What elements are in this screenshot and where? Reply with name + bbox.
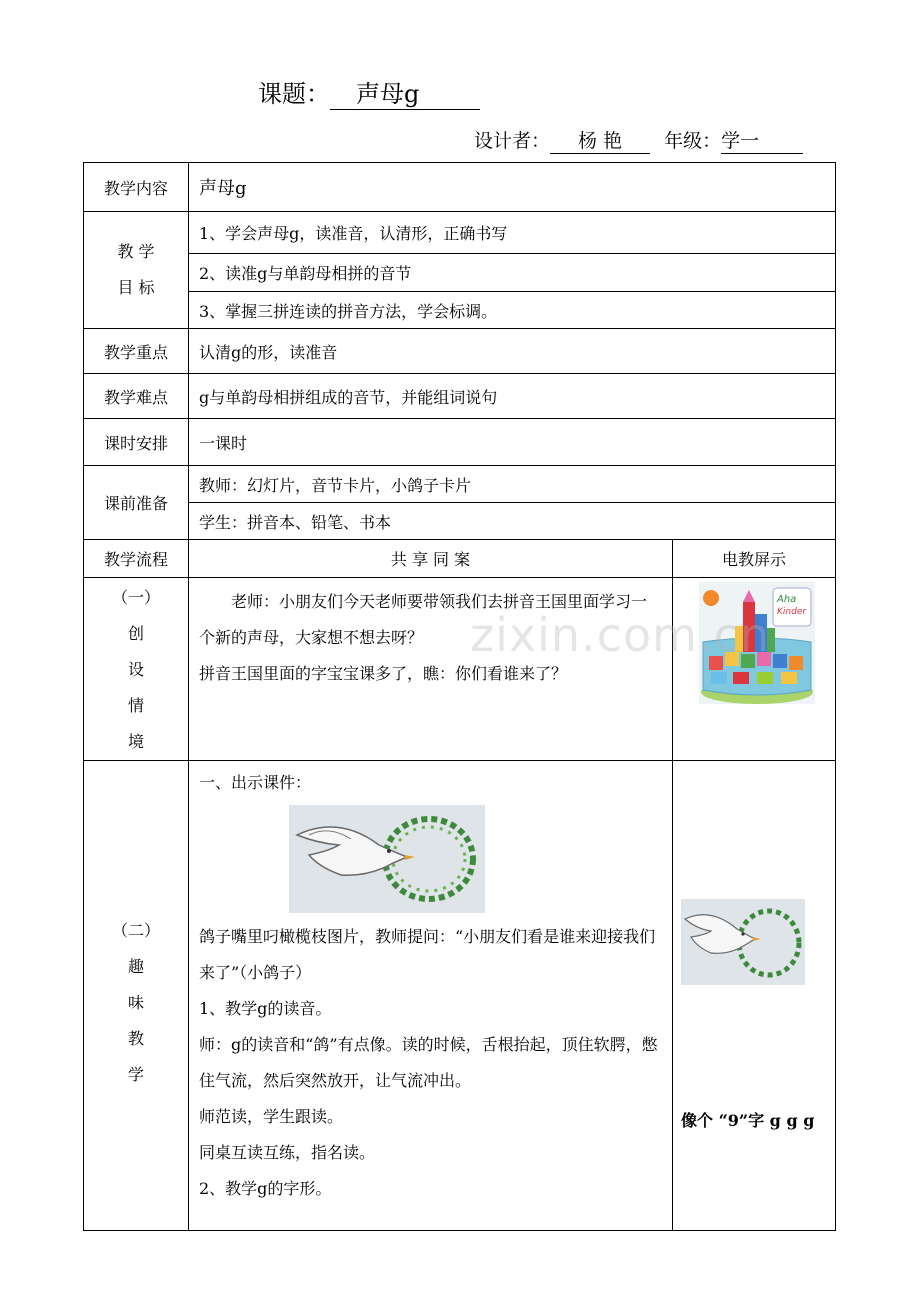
toy-logo-text-1: Aha	[777, 594, 797, 605]
designer-line	[474, 126, 803, 154]
goal-item: 1、学会声母g，读准音，认清形，正确书写	[189, 212, 836, 254]
title-label: 课题：	[258, 80, 330, 108]
section1-label-char: 情	[127, 696, 144, 715]
section1-content	[189, 578, 673, 761]
flow-label: 教学流程	[84, 540, 189, 578]
goal-item: 3、掌握三拼连读的拼音方法，学会标调。	[189, 292, 836, 329]
schedule-label: 课时安排	[84, 419, 189, 466]
section1-label-num: （一）	[111, 588, 160, 607]
section1-label-char: 创	[127, 624, 144, 643]
content-label: 教学内容	[84, 163, 189, 212]
section2-line: 2、教学g的字形。	[199, 1179, 332, 1198]
row-goal-1	[84, 212, 836, 254]
prep-teacher: 教师：幻灯片，音节卡片，小鸽子卡片	[189, 466, 836, 503]
section1-screen	[673, 578, 836, 761]
dove-olive-image	[289, 805, 485, 913]
dove-image-large-wrap	[199, 801, 662, 919]
section2-label-char: 教	[127, 1029, 144, 1048]
difficulty-value: g与单韵母相拼组成的音节，并能组词说句	[189, 374, 836, 419]
title-value: 声母g	[330, 74, 480, 110]
schedule-value: 一课时	[189, 419, 836, 466]
row-prep-student	[84, 503, 836, 540]
row-schedule	[84, 419, 836, 466]
content-value: 声母g	[189, 163, 836, 212]
section2-line: 师范读，学生跟读。	[199, 1107, 344, 1126]
difficulty-label: 教学难点	[84, 374, 189, 419]
section1-label-char: 设	[127, 660, 144, 679]
section2-label	[84, 761, 189, 1231]
section2-label-char: 味	[127, 993, 144, 1012]
section2-label-char: 趣	[127, 957, 144, 976]
watermark: zixin.com.cn	[470, 608, 771, 662]
designer-value: 杨 艳	[550, 126, 650, 154]
section2-label-num: （二）	[111, 921, 160, 940]
key-value: 认清g的形，读准音	[189, 329, 836, 374]
row-goal-2	[84, 254, 836, 292]
grade-value: 学一	[721, 126, 803, 154]
row-flow-header	[84, 540, 836, 578]
section2-line: 鸽子嘴里叼橄榄枝图片，教师提问：“小朋友们看是谁来迎接我们来了”（小鸽子）	[199, 927, 656, 982]
row-prep-teacher	[84, 466, 836, 503]
dove-olive-small-image	[681, 899, 805, 985]
section2-label-char: 学	[127, 1065, 144, 1084]
section2-line: 1、教学g的读音。	[199, 999, 332, 1018]
designer-label: 设计者：	[474, 130, 551, 152]
section1-label-char: 境	[127, 732, 144, 751]
goals-label-2: 目 标	[117, 278, 155, 297]
section2-line: 师：g的读音和“鸽”有点像。读的时候，舌根抬起，顶住软腭，憋住气流，然后突然放开，让气流冲出。	[199, 1035, 658, 1090]
goals-label	[84, 212, 189, 329]
section2-intro: 一、出示课件：	[199, 773, 312, 792]
prep-student: 学生：拼音本、铅笔、书本	[189, 503, 836, 540]
lesson-plan-table	[83, 162, 836, 1231]
row-section-1	[84, 578, 836, 761]
toy-logo-text-2: Kinder	[777, 607, 807, 617]
section2-screen	[673, 761, 836, 1231]
g-shape-note: 像个 “9”字 g g g	[681, 1111, 815, 1130]
grade-label: 年级：	[664, 130, 722, 152]
key-label: 教学重点	[84, 329, 189, 374]
row-section-2	[84, 761, 836, 1231]
row-goal-3	[84, 292, 836, 329]
row-difficulty	[84, 374, 836, 419]
section1-line: 老师：小朋友们今天老师要带领我们去拼音王国里面学习一个新的声母，大家想不想去呀？	[199, 592, 648, 647]
lesson-title	[258, 74, 480, 110]
row-key	[84, 329, 836, 374]
screen-header: 电教屏示	[673, 540, 836, 578]
shared-plan-header: 共 享 同 案	[189, 540, 673, 578]
section2-content	[189, 761, 673, 1231]
section1-label	[84, 578, 189, 761]
goals-label-1: 教 学	[117, 242, 155, 261]
row-content	[84, 163, 836, 212]
prep-label: 课前准备	[84, 466, 189, 540]
section1-line: 拼音王国里面的字宝宝课多了，瞧：你们看谁来了？	[199, 664, 568, 683]
section2-line: 同桌互读互练，指名读。	[199, 1143, 376, 1162]
goal-item: 2、读准g与单韵母相拼的音节	[189, 254, 836, 292]
